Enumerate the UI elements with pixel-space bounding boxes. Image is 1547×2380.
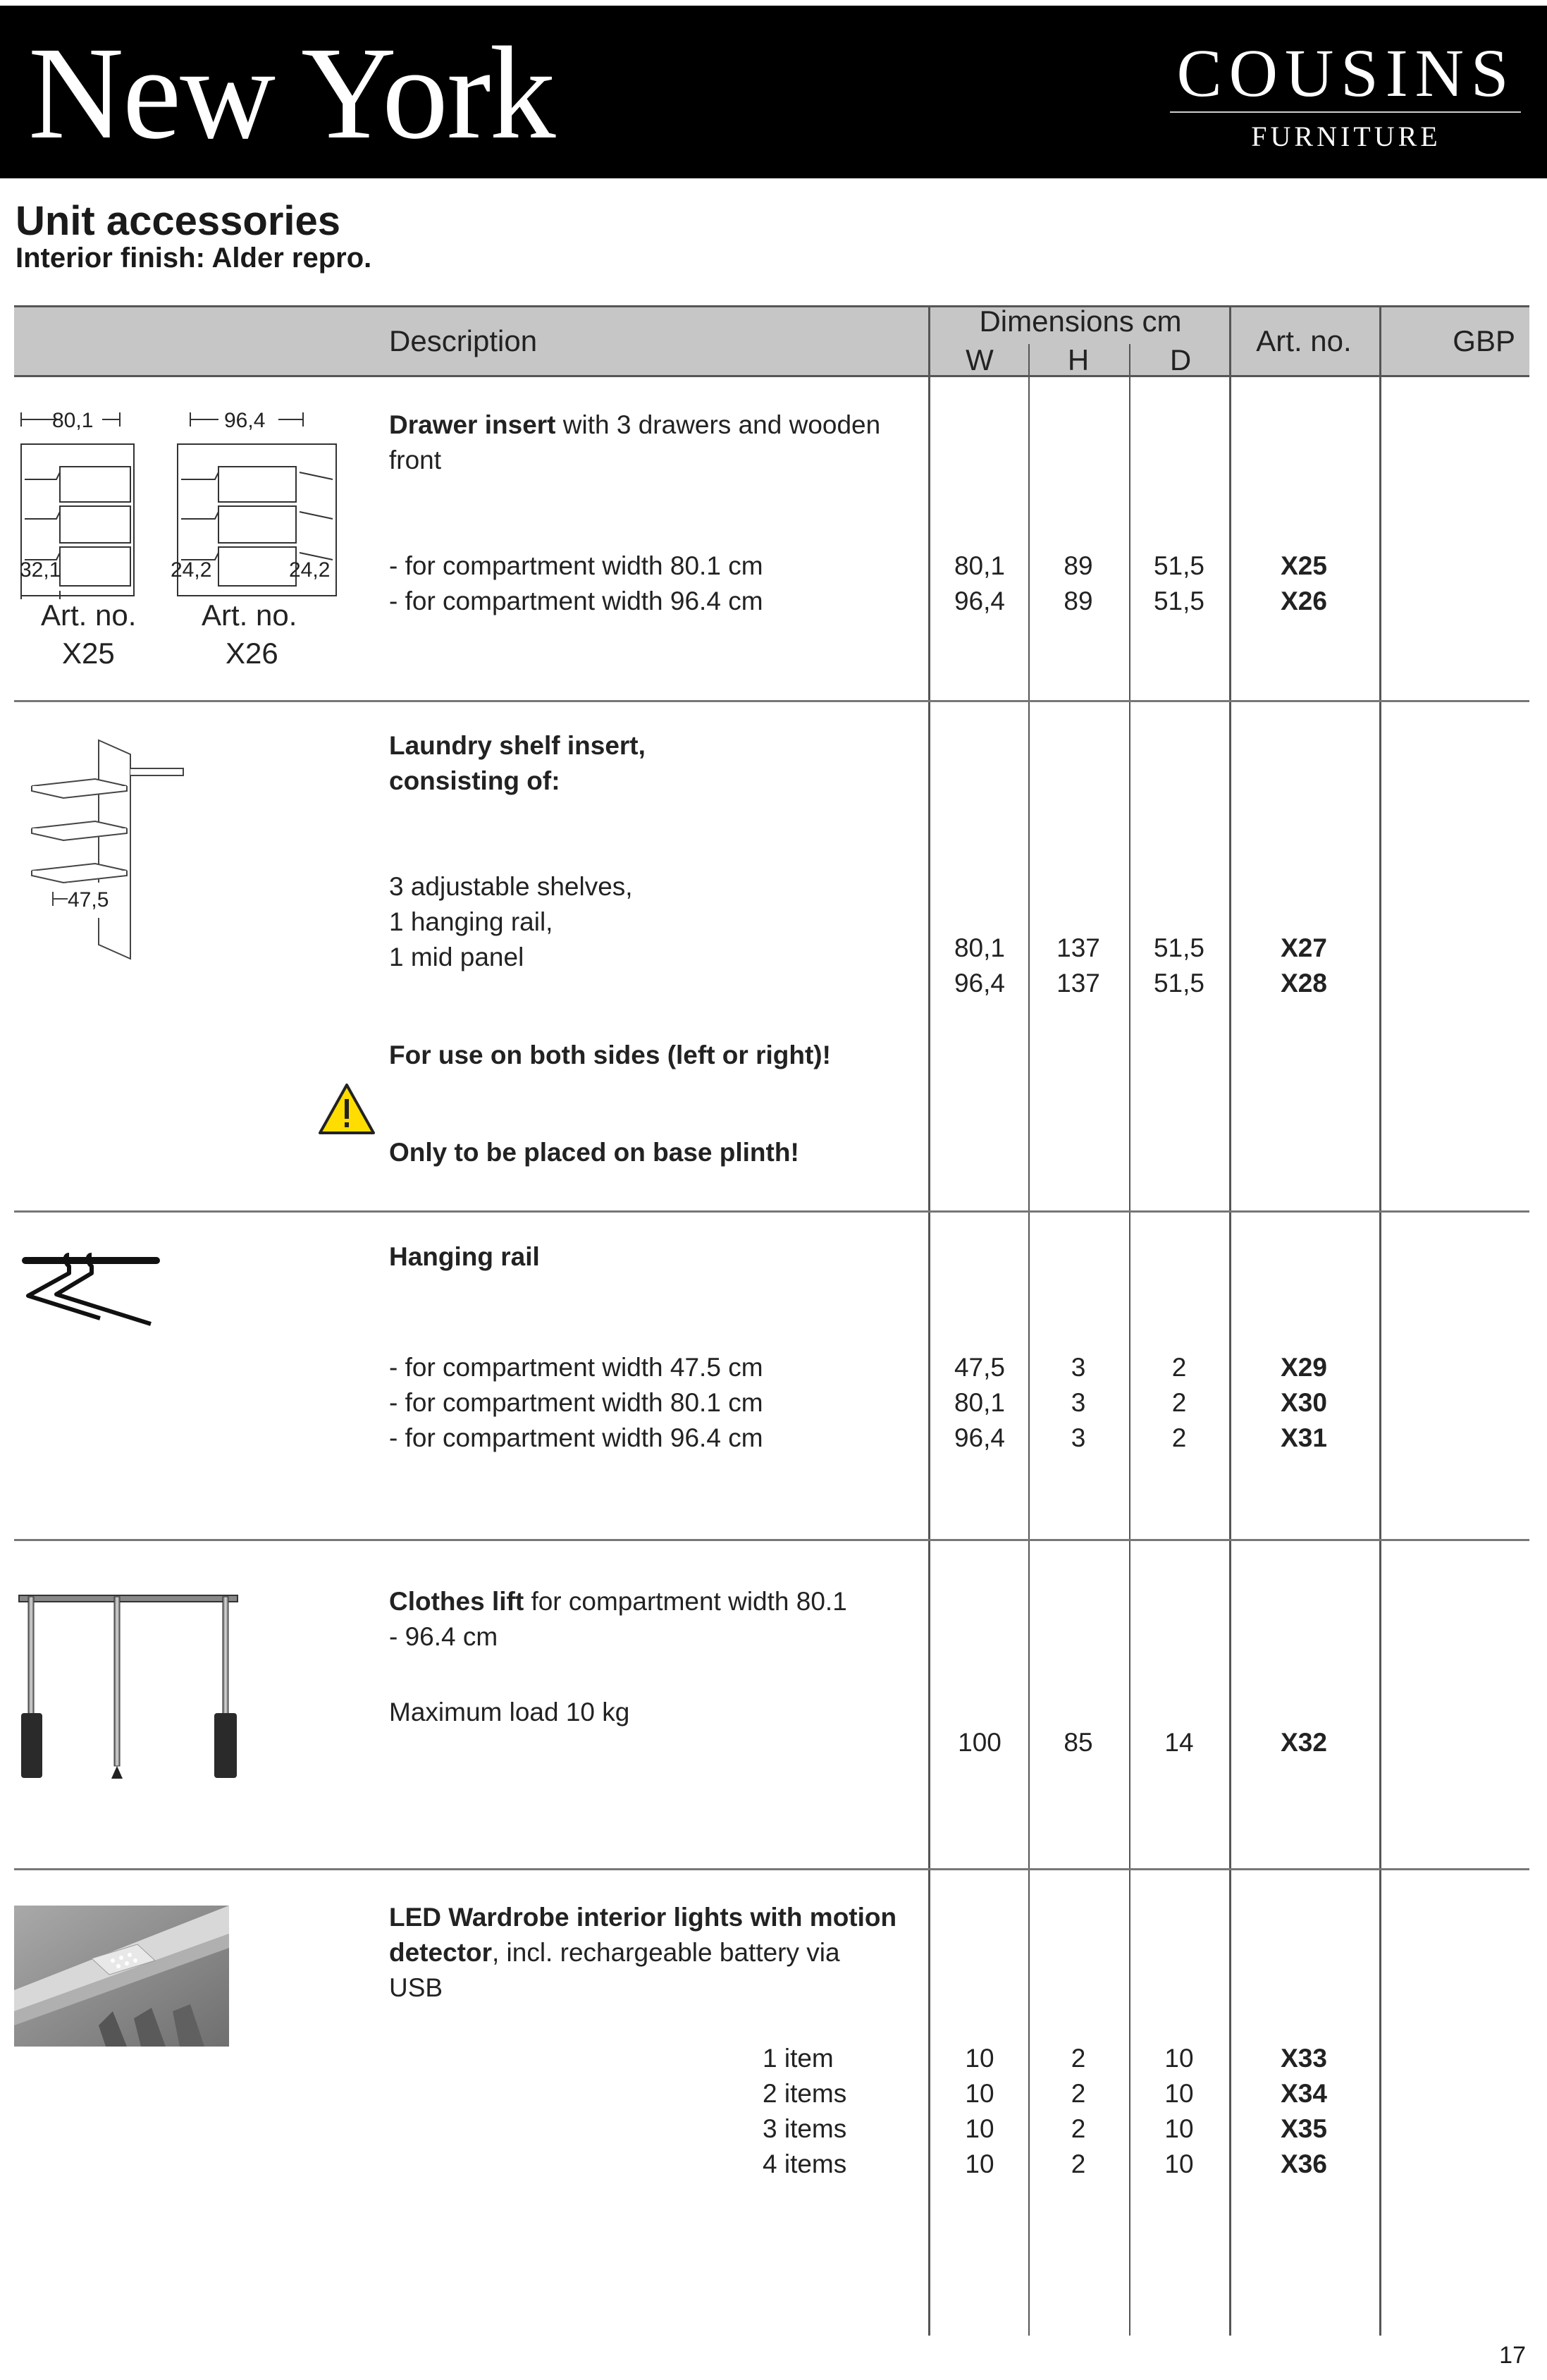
dim-d: 51,5 [1153, 587, 1204, 615]
dim-d: 10 [1164, 2044, 1194, 2073]
max-load: Maximum load 10 kg [389, 1698, 630, 1726]
product-title-cont: - 96.4 cm [389, 1622, 498, 1651]
dim-d: 10 [1164, 2149, 1194, 2178]
dim-h: 2 [1071, 2114, 1086, 2143]
dim-d: 51,5 [1153, 551, 1204, 580]
dim-d: 51,5 [1153, 969, 1204, 998]
dim-d: 14 [1164, 1728, 1194, 1757]
dim-h: 137 [1056, 969, 1100, 998]
product-title: Drawer insert with 3 drawers and wooden [389, 410, 881, 439]
dimension-label: 24,2 [171, 558, 212, 582]
product-title-cont: detector, incl. rechargeable battery via [389, 1938, 840, 1967]
row-divider [14, 700, 1529, 702]
article-number: X33 [1281, 2044, 1327, 2073]
article-number: X30 [1281, 1388, 1327, 1417]
dim-w: 80,1 [954, 933, 1005, 962]
dim-d: 2 [1171, 1388, 1187, 1417]
page-number: 17 [1499, 2342, 1526, 2369]
dim-w: 10 [965, 2114, 994, 2143]
article-number: X28 [1281, 969, 1327, 998]
brand-divider [1170, 111, 1521, 113]
article-number: X36 [1281, 2149, 1327, 2178]
dim-d: 10 [1164, 2079, 1194, 2108]
catalog-title: New York [28, 19, 555, 166]
quantity-label: 2 items [763, 2079, 847, 2108]
quantity-label: 4 items [763, 2149, 847, 2178]
header-bar [0, 6, 1547, 178]
dim-d: 2 [1171, 1353, 1187, 1382]
product-title: Clothes lift for compartment width 80.1 [389, 1587, 847, 1616]
column-divider [1028, 344, 1030, 2336]
product-title: Laundry shelf insert, [389, 731, 646, 760]
col-gbp: GBP [1453, 324, 1515, 357]
dimension-label: 80,1 [52, 409, 94, 432]
dim-d: 2 [1171, 1423, 1187, 1452]
article-number: X25 [1281, 551, 1327, 580]
warning-icon [317, 1082, 376, 1136]
product-title-cont: front [389, 446, 442, 474]
col-w: W [966, 343, 994, 376]
row-divider [14, 1539, 1529, 1541]
dim-w: 96,4 [954, 587, 1005, 615]
product-title-cont: USB [389, 1973, 443, 2002]
dim-w: 96,4 [954, 1423, 1005, 1452]
dim-h: 3 [1071, 1388, 1086, 1417]
dim-h: 89 [1064, 587, 1093, 615]
dim-d: 51,5 [1153, 933, 1204, 962]
variant-desc: - for compartment width 96.4 cm [389, 587, 763, 615]
variant-desc: - for compartment width 80.1 cm [389, 1388, 763, 1417]
quantity-label: 3 items [763, 2114, 847, 2143]
figure-code: X26 [226, 637, 278, 670]
usage-note: For use on both sides (left or right)! [389, 1041, 831, 1069]
product-title-cont: consisting of: [389, 766, 560, 795]
quantity-label: 1 item [763, 2044, 834, 2073]
product-title: LED Wardrobe interior lights with motion [389, 1903, 897, 1932]
column-divider [928, 305, 930, 2336]
product-title: Hanging rail [389, 1242, 540, 1271]
dimension-label: 24,2 [289, 558, 331, 582]
dim-w: 10 [965, 2044, 994, 2073]
included-item: 1 mid panel [389, 943, 524, 971]
col-art-no: Art. no. [1256, 324, 1352, 357]
col-description: Description [389, 324, 538, 357]
article-number: X31 [1281, 1423, 1327, 1452]
dim-h: 2 [1071, 2079, 1086, 2108]
dim-h: 137 [1056, 933, 1100, 962]
col-dimensions: Dimensions cm [979, 305, 1182, 338]
article-number: X32 [1281, 1728, 1327, 1757]
dimension-label: 32,1 [20, 558, 61, 582]
dim-d: 10 [1164, 2114, 1194, 2143]
column-divider [1129, 344, 1130, 2336]
led-light-photo [14, 1906, 229, 2047]
dimension-label: 96,4 [224, 409, 266, 432]
dim-w: 80,1 [954, 1388, 1005, 1417]
included-item: 3 adjustable shelves, [389, 872, 633, 901]
article-number: X27 [1281, 933, 1327, 962]
brand-subtitle: FURNITURE [1251, 121, 1441, 152]
dim-h: 85 [1064, 1728, 1093, 1757]
included-item: 1 hanging rail, [389, 907, 553, 936]
variant-desc: - for compartment width 96.4 cm [389, 1423, 763, 1452]
dim-h: 89 [1064, 551, 1093, 580]
section-title: Unit accessories [16, 198, 341, 244]
column-divider [1229, 305, 1231, 2336]
dimension-label: 47,5 [68, 883, 109, 918]
dim-w: 80,1 [954, 551, 1005, 580]
dim-w: 10 [965, 2079, 994, 2108]
dim-w: 47,5 [954, 1353, 1005, 1382]
placement-note: Only to be placed on base plinth! [389, 1138, 799, 1167]
section-subtitle: Interior finish: Alder repro. [16, 243, 372, 274]
dim-h: 3 [1071, 1353, 1086, 1382]
col-d: D [1169, 343, 1192, 376]
dim-w: 96,4 [954, 969, 1005, 998]
brand-logo: COUSINS [1176, 35, 1516, 111]
hanging-rail-drawing [21, 1248, 169, 1332]
col-h: H [1067, 343, 1090, 376]
row-divider [14, 1868, 1529, 1870]
row-divider [14, 1210, 1529, 1213]
figure-label: Art. no. [202, 599, 297, 632]
article-number: X29 [1281, 1353, 1327, 1382]
variant-desc: - for compartment width 47.5 cm [389, 1353, 763, 1382]
dim-w: 100 [958, 1728, 1001, 1757]
dim-w: 10 [965, 2149, 994, 2178]
article-number: X35 [1281, 2114, 1327, 2143]
clothes-lift-drawing [16, 1583, 241, 1794]
column-divider [1379, 305, 1381, 2336]
laundry-shelf-drawing [25, 733, 194, 966]
variant-desc: - for compartment width 80.1 cm [389, 551, 763, 580]
article-number: X34 [1281, 2079, 1327, 2108]
dim-h: 3 [1071, 1423, 1086, 1452]
article-number: X26 [1281, 587, 1327, 615]
figure-code: X25 [62, 637, 115, 670]
dim-h: 2 [1071, 2149, 1086, 2178]
figure-label: Art. no. [41, 599, 137, 632]
dim-h: 2 [1071, 2044, 1086, 2073]
